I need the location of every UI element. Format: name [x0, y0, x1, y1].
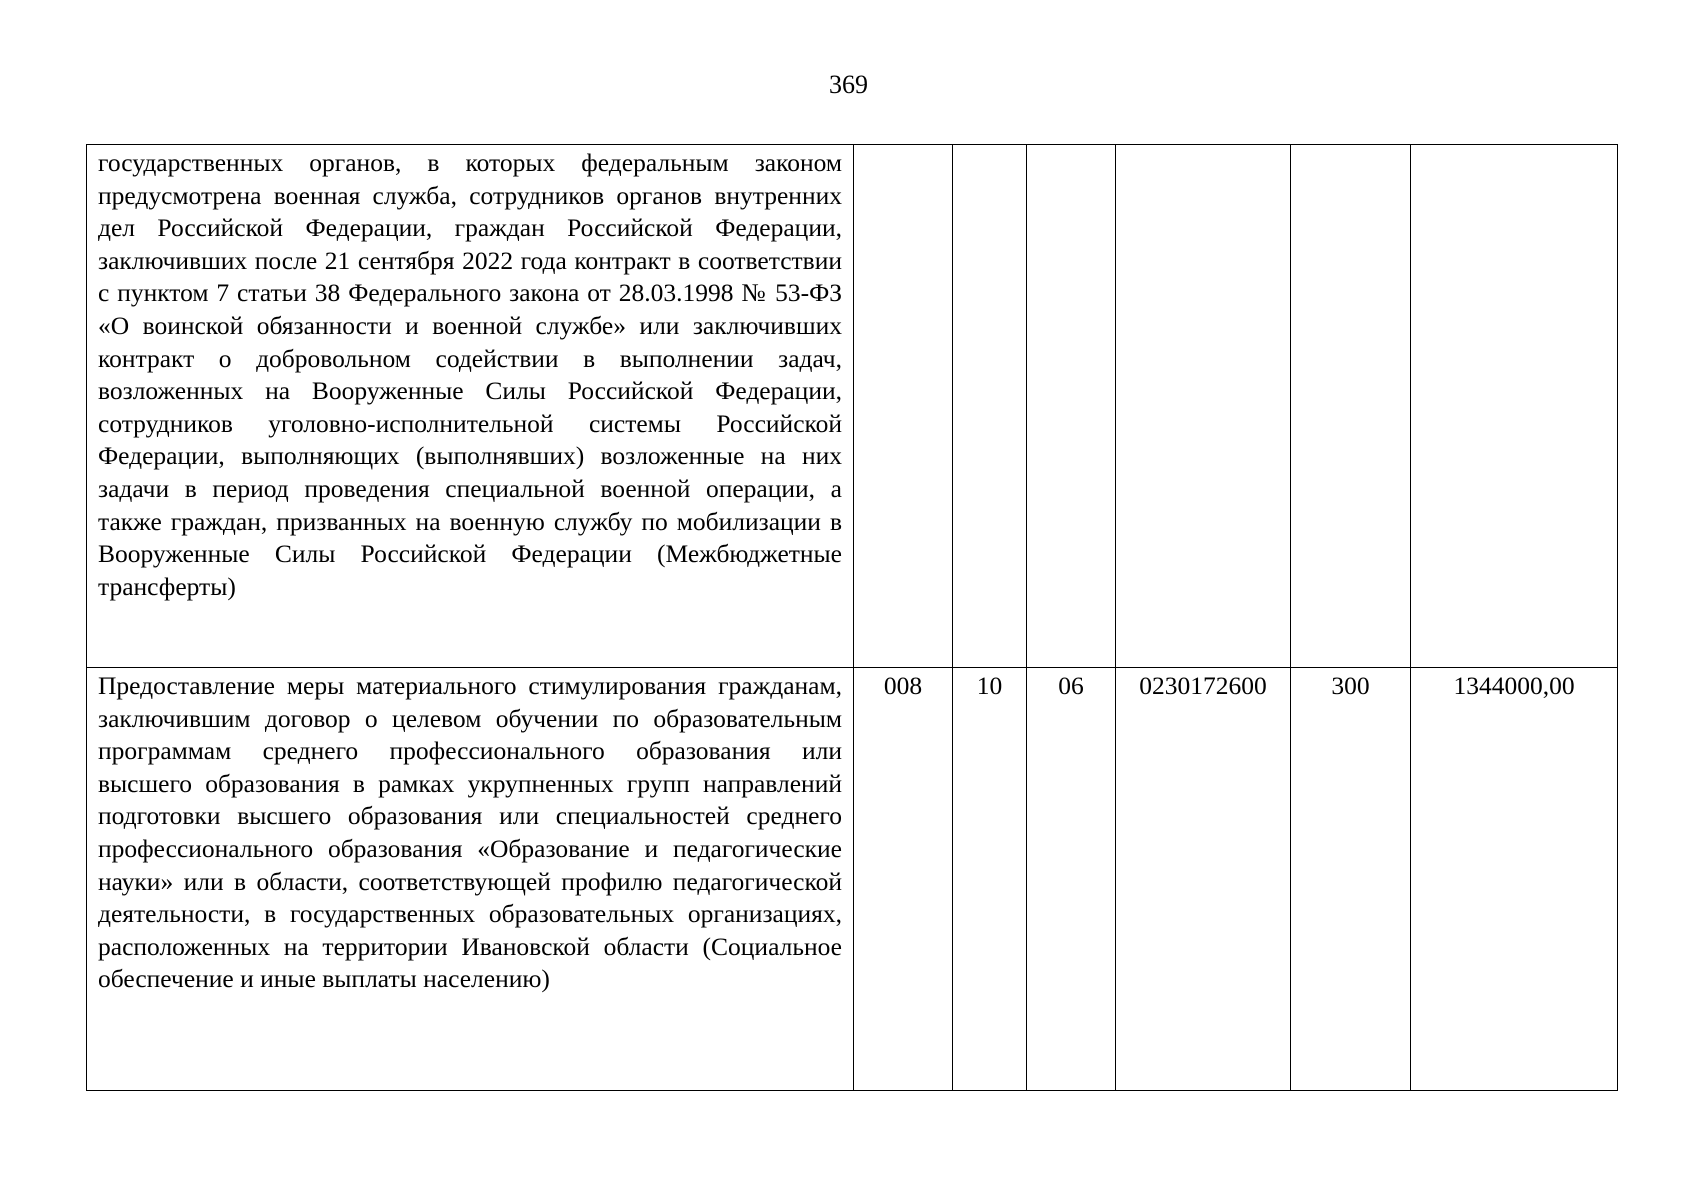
- page-number: 369: [829, 70, 868, 99]
- budget-table: [86, 144, 1618, 1091]
- amount-cell: [1411, 145, 1618, 668]
- target-article-cell: 0230172600: [1116, 668, 1291, 1091]
- table-row: [87, 145, 1618, 668]
- ministry-code-cell: 008: [854, 668, 953, 1091]
- section-code-cell: 10: [953, 668, 1027, 1091]
- row-description: Предоставление меры материального стимулирования гражданам, заключившим договор о целевом обучении по образовательным программам среднего профессионального образования или высшего образования в рамках укрупненных групп направлений подготовки высшего образования или специальностей среднего профессионального образования «Образование и педагогические науки» или в области, соответствующей профилю педагогической деятельности, в государственных образовательных организациях, расположенных на территории Ивановской области (Социальное обеспечение и иные выплаты населению): [87, 668, 854, 1091]
- ministry-code-cell: [854, 145, 953, 668]
- subsection-code-cell: [1027, 145, 1116, 668]
- target-article-cell: [1116, 145, 1291, 668]
- row-description: государственных органов, в которых федеральным законом предусмотрена военная служба, сотрудников органов внутренних дел Российской Федерации, граждан Российской Федерации, заключивших после 21 сентября 2022 года контракт в соответствии с пунктом 7 статьи 38 Федерального закона от 28.03.1998 № 53-ФЗ «О воинской обязанности и военной службе» или заключивших контракт о добровольном содействии в выполнении задач, возложенных на Вооруженные Силы Российской Федерации, сотрудников уголовно-исполнительной системы Российской Федерации, выполняющих (выполнявших) возложенные на них задачи в период проведения специальной военной операции, а также граждан, призванных на военную службу по мобилизации в Вооруженные Силы Российской Федерации (Межбюджетные трансферты): [87, 145, 854, 668]
- table-row: [87, 668, 1618, 1091]
- subsection-code-cell: 06: [1027, 668, 1116, 1091]
- section-code-cell: [953, 145, 1027, 668]
- expense-type-cell: [1291, 145, 1411, 668]
- expense-type-cell: 300: [1291, 668, 1411, 1091]
- amount-cell: 1344000,00: [1411, 668, 1618, 1091]
